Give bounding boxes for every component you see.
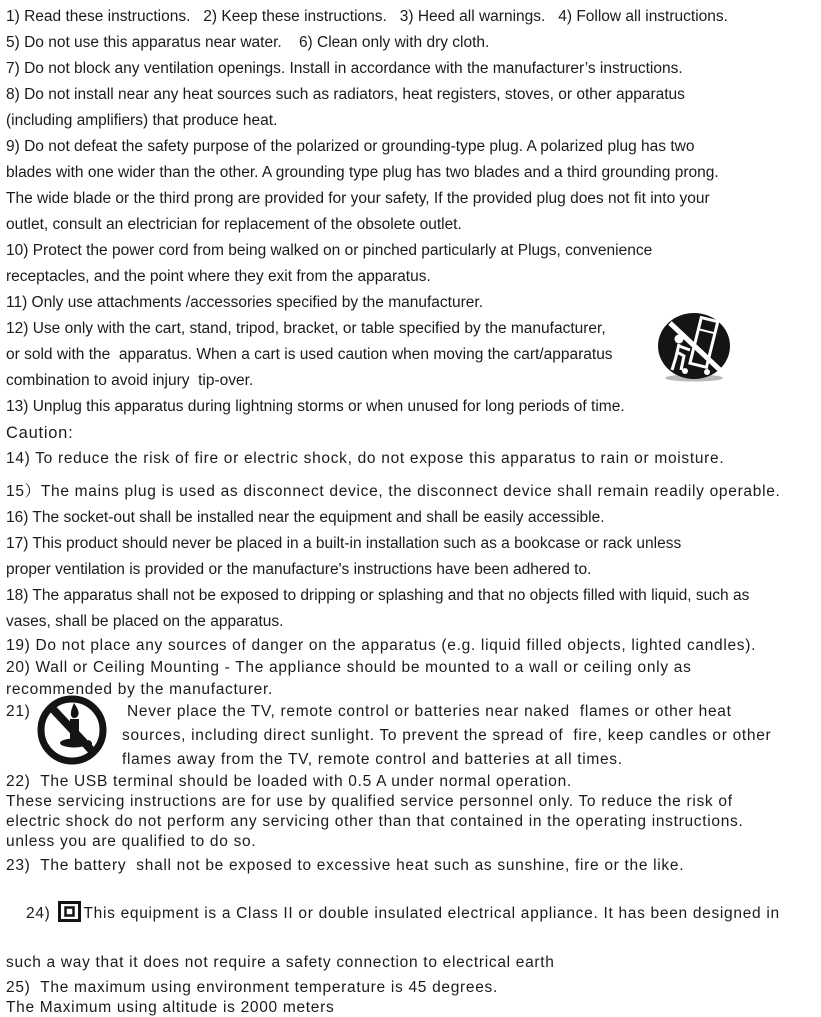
instruction-line-21c: flames away from the TV, remote control and batteries at all times.: [122, 751, 623, 768]
instruction-line-9: 9) Do not defeat the safety purpose of the polarized or grounding-type plug. A polarized plug has two: [6, 138, 695, 155]
instruction-line-24: [6, 878, 815, 952]
instruction-line-11: 11) Only use attachments /accessories specified by the manufacturer.: [6, 294, 484, 311]
caution-heading: Caution:: [6, 424, 74, 442]
instruction-21-label: 21): [6, 703, 31, 720]
instruction-line-14: 14) To reduce the risk of fire or electric shock, do not expose this apparatus to rain or moisture.: [6, 450, 725, 467]
instruction-line-22: 22) The USB terminal should be loaded with 0.5 A under normal operation.: [6, 773, 572, 790]
instruction-line-1-4: 1) Read these instructions. 2) Keep these instructions. 3) Heed all warnings. 4) Follow all instructions.: [6, 8, 728, 25]
instruction-24-text: This equipment is a Class II or double insulated electrical appliance. It has been designed in: [83, 905, 780, 922]
instruction-line-21a: Never place the TV, remote control or batteries near naked flames or other heat: [122, 703, 732, 720]
instruction-line-7: 7) Do not block any ventilation openings. Install in accordance with the manufacturer’s instructions.: [6, 60, 683, 77]
servicing-note-3: unless you are qualified to do so.: [6, 833, 257, 850]
instruction-line-5-6: 5) Do not use this apparatus near water. 6) Clean only with dry cloth.: [6, 34, 490, 51]
instruction-line-8b: (including amplifiers) that produce heat.: [6, 112, 278, 129]
instruction-line-20: 20) Wall or Ceiling Mounting - The appliance should be mounted to a wall or ceiling only as: [6, 659, 692, 676]
instruction-line-8: 8) Do not install near any heat sources such as radiators, heat registers, stoves, or other apparatus: [6, 86, 685, 103]
instruction-line-10: 10) Protect the power cord from being walked on or pinched particularly at Plugs, convenience: [6, 242, 653, 259]
instruction-line-25: 25) The maximum using environment temperature is 45 degrees.: [6, 979, 498, 996]
instruction-line-12b: or sold with the apparatus. When a cart is used caution when moving the cart/apparatus: [6, 346, 613, 363]
instruction-line-18: 18) The apparatus shall not be exposed to dripping or splashing and that no objects filled with liquid, such as: [6, 587, 750, 604]
cart-tip-over-prohibition-icon: [654, 312, 734, 384]
instruction-line-9d: outlet, consult an electrician for replacement of the obsolete outlet.: [6, 216, 462, 233]
instruction-item-21-block: [6, 700, 815, 772]
instruction-line-12: 12) Use only with the cart, stand, tripod, bracket, or table specified by the manufacturer,: [6, 320, 606, 337]
instruction-line-24b: such a way that it does not require a safety connection to electrical earth: [6, 954, 555, 971]
instruction-line-17: 17) This product should never be placed in a built-in installation such as a bookcase or rack unless: [6, 535, 682, 552]
servicing-note-2: electric shock do not perform any servicing other than that contained in the operating instructions.: [6, 813, 744, 830]
instruction-24-label: 24): [26, 905, 56, 922]
instruction-line-13: 13) Unplug this apparatus during lightning storms or when unused for long periods of time.: [6, 398, 625, 415]
instruction-line-19: 19) Do not place any sources of danger on the apparatus (e.g. liquid filled objects, lighted candles).: [6, 637, 757, 654]
altitude-note: The Maximum using altitude is 2000 meters: [6, 999, 335, 1016]
instruction-line-17b: proper ventilation is provided or the manufacture's instructions have been adhered to.: [6, 561, 592, 578]
instruction-line-21b: sources, including direct sunlight. To prevent the spread of fire, keep candles or other: [122, 727, 772, 744]
instruction-item-12-block: [6, 316, 815, 394]
instruction-line-9c: The wide blade or the third prong are provided for your safety, If the provided plug does not fit into your: [6, 190, 710, 207]
instruction-line-12c: combination to avoid injury tip-over.: [6, 372, 254, 389]
instruction-line-20b: recommended by the manufacturer.: [6, 681, 274, 698]
instruction-line-10b: receptacles, and the point where they exit from the apparatus.: [6, 268, 431, 285]
instruction-line-9b: blades with one wider than the other. A grounding type plug has two blades and a third grounding prong.: [6, 164, 719, 181]
servicing-note-1: These servicing instructions are for use by qualified service personnel only. To reduce the risk of: [6, 793, 733, 810]
instruction-line-18b: vases, shall be placed on the apparatus.: [6, 613, 284, 630]
instruction-line-23: 23) The battery shall not be exposed to excessive heat such as sunshine, fire or the like.: [6, 857, 685, 874]
instruction-line-16: 16) The socket-out shall be installed near the equipment and shall be easily accessible.: [6, 509, 605, 526]
class-ii-double-insulation-icon: [58, 901, 81, 929]
no-open-flames-prohibition-icon: [33, 692, 111, 770]
instruction-line-15: 15）The mains plug is used as disconnect device, the disconnect device shall remain readily operable.: [6, 483, 781, 500]
